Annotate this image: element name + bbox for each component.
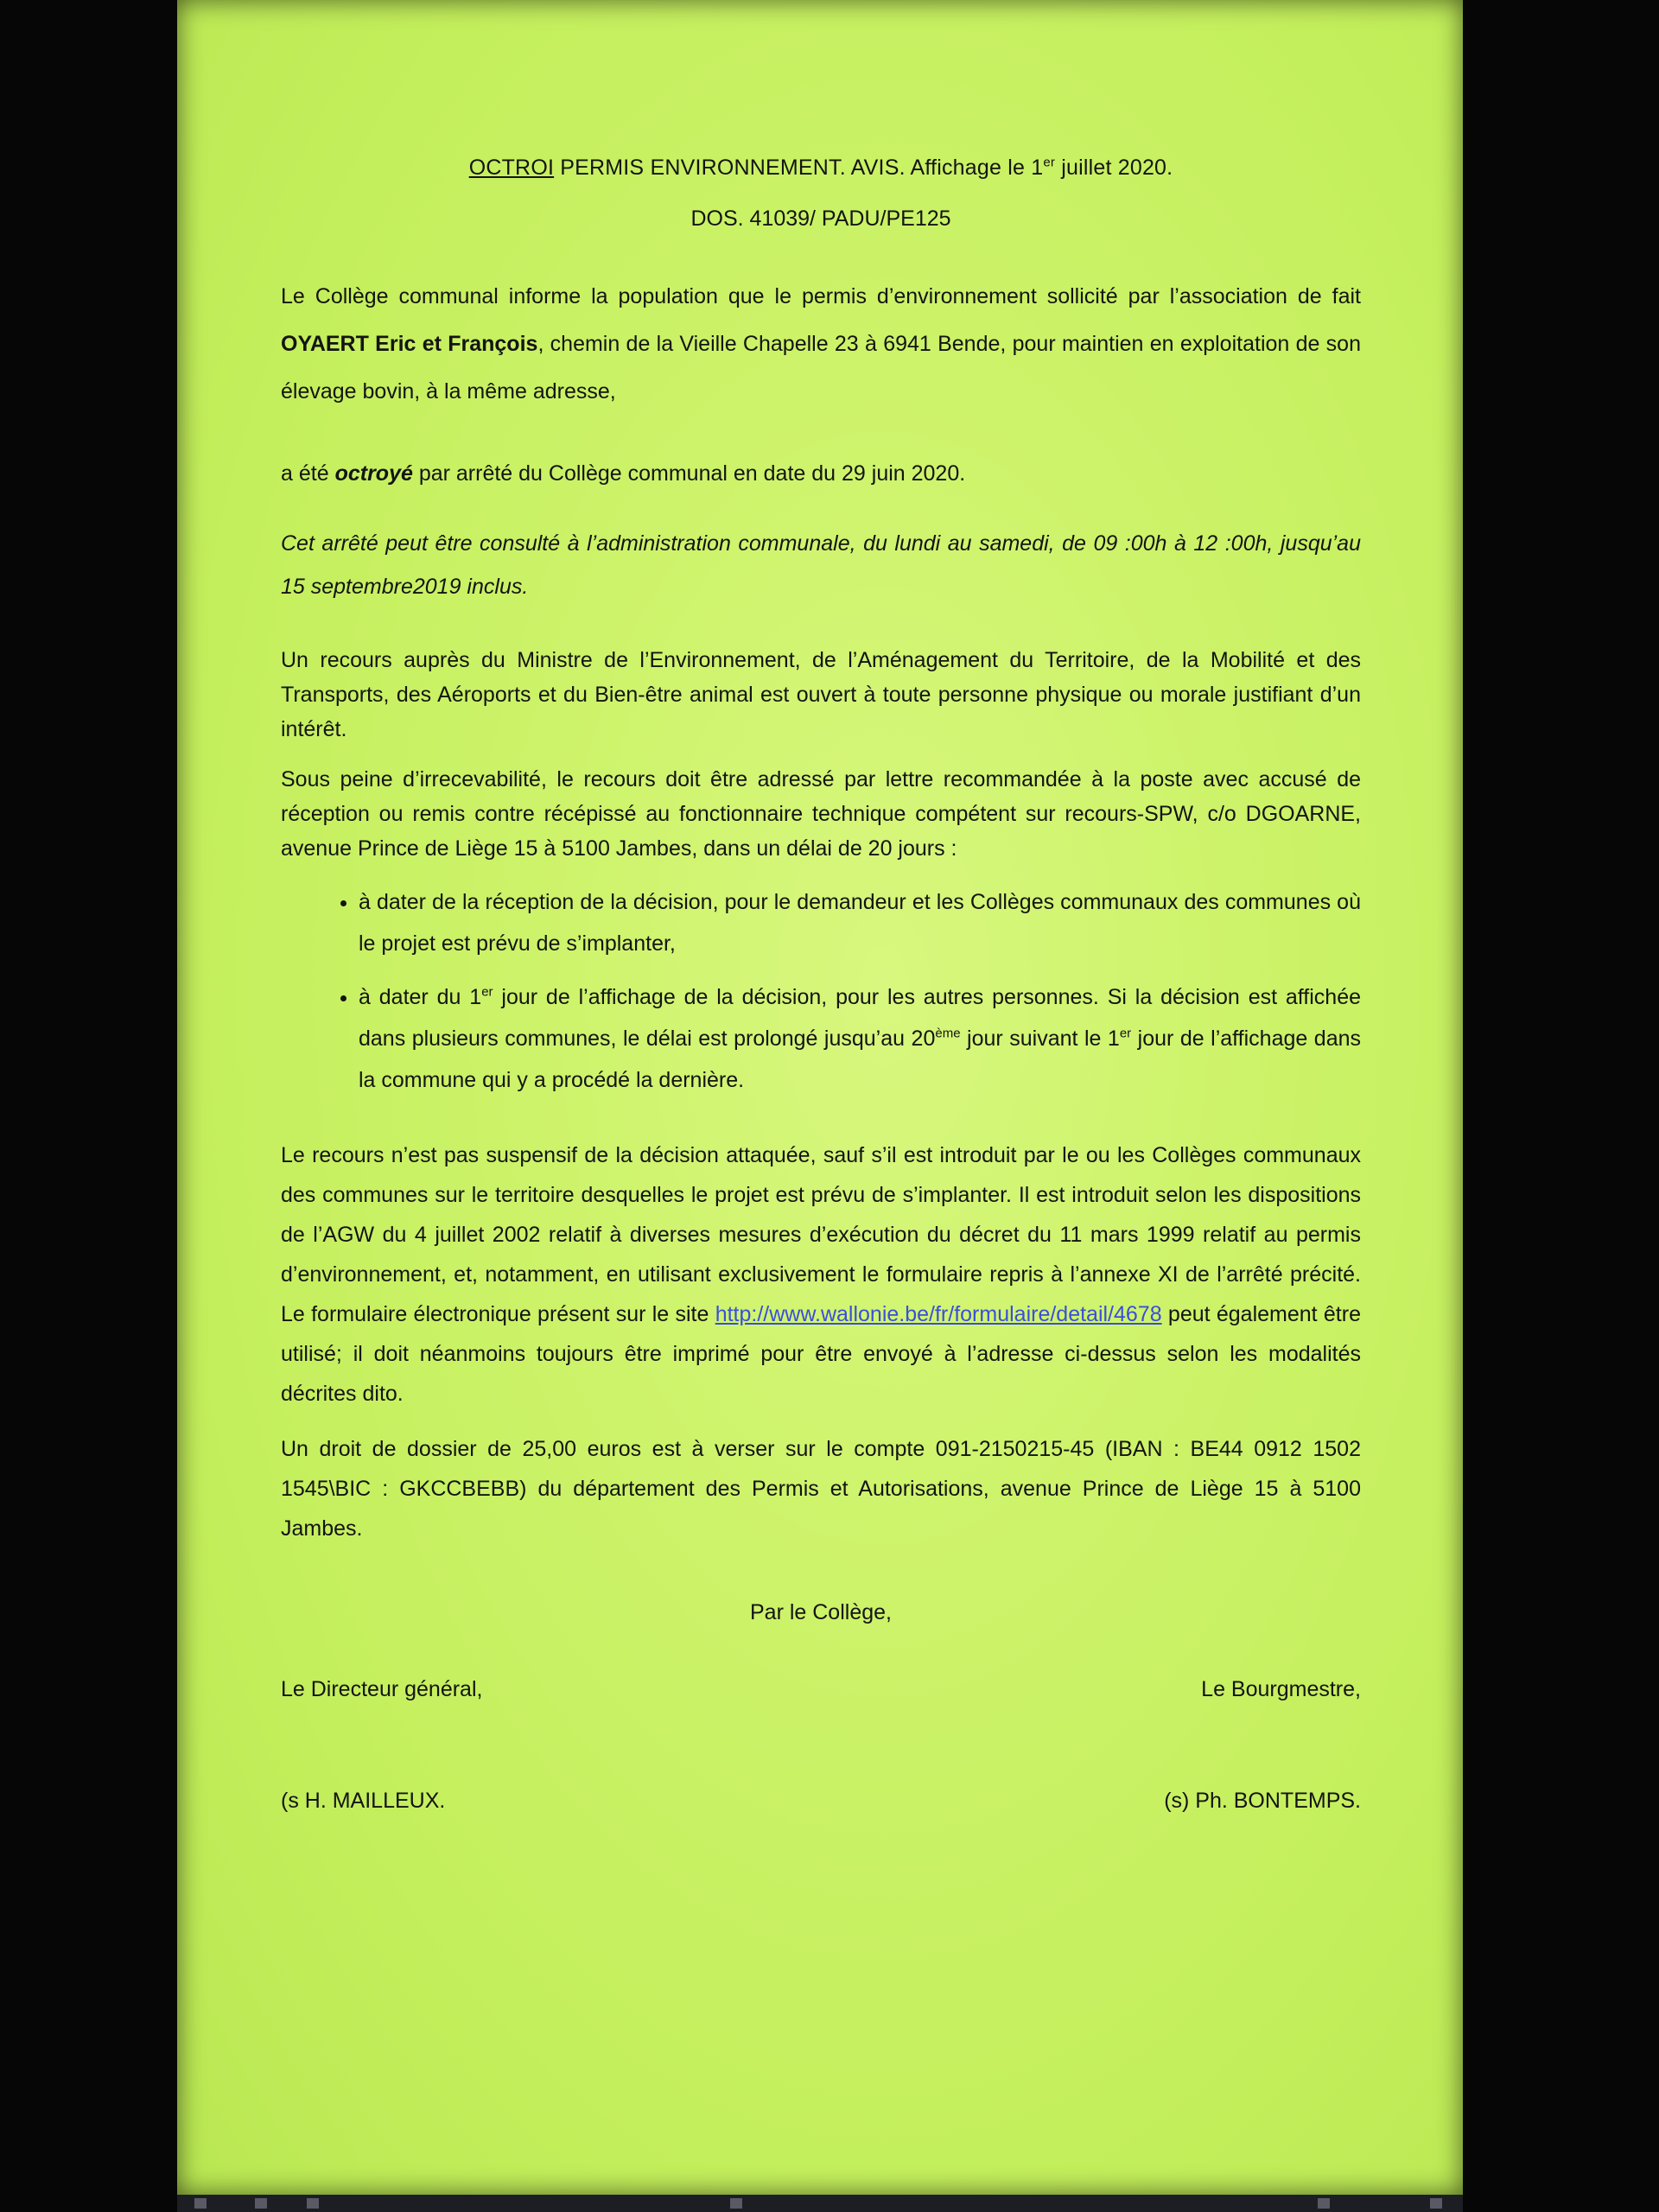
bullet2-text-c: jour suivant le 1 xyxy=(960,1027,1120,1051)
tray-icon xyxy=(1318,2198,1330,2209)
list-item: • à dater de la réception de la décision, pour le demandeur et les Collèges communaux des communes où le projet est prévu de s’implanter, xyxy=(359,881,1361,964)
suspension-text-a: Le recours n’est pas suspensif de la décision attaquée, sauf s’il est introduit par le ou les Collèges communaux des communes sur le territoire desquelles le projet est prévu de s’implanter. Il est introduit selon les dispositions de l’AGW du 4 juillet 2002 relatif à diverses mesures d’exécution du décret du 11 mars 1999 relatif au permis d’environnement, et, notamment, en utilisant exclusivement le formulaire repris à l’annexe XI de l’arrêté précité. Le formulaire électronique présent sur le site xyxy=(281,1143,1361,1326)
form-link[interactable]: http://www.wallonie.be/fr/formulaire/detail/4678 xyxy=(715,1302,1162,1326)
dossier-reference: DOS. 41039/ PADU/PE125 xyxy=(690,207,951,231)
app-icon[interactable] xyxy=(730,2198,742,2209)
title-main: PERMIS ENVIRONNEMENT. AVIS. Affichage le 1 xyxy=(554,156,1044,180)
mayor-signature: (s) Ph. BONTEMPS. xyxy=(1164,1789,1361,1813)
director-role: Le Directeur général, xyxy=(281,1677,483,1701)
title-date: juillet 2020. xyxy=(1055,156,1173,180)
notice-title xyxy=(281,156,1361,181)
granted-word: octroyé xyxy=(334,461,413,486)
granted-text-b: par arrêté du Collège communal en date du 29 juin 2020. xyxy=(412,461,966,486)
title-octroi: OCTROI xyxy=(468,156,555,180)
par-le-college: Par le Collège, xyxy=(750,1600,892,1624)
bullet2-sup2: ème xyxy=(935,1026,961,1041)
paragraph-consultation: Cet arrêté peut être consulté à l’administration communale, du lundi au samedi, de 09 :00h à 12 :00h, jusqu’au 15 septembre2019 inclus. xyxy=(281,531,1361,599)
notification-icon[interactable] xyxy=(1430,2198,1442,2209)
bullet2-text-a: à dater du 1 xyxy=(359,985,482,1009)
paragraph-intro xyxy=(281,273,1361,416)
signature-roles xyxy=(281,1677,1361,1702)
search-icon[interactable] xyxy=(255,2198,267,2209)
director-signature: (s H. MAILLEUX. xyxy=(281,1789,446,1813)
appeal-deadlines-list xyxy=(281,881,1361,1101)
intro-text-b: , chemin de la Vieille Chapelle 23 à 6941 Bende, pour maintien en exploitation de son élevage bovin, à la même adresse, xyxy=(281,332,1361,404)
intro-text-a: Le Collège communal informe la population que le permis d’environnement sollicité par l’association de fait xyxy=(281,284,1361,308)
taskbar xyxy=(177,2195,1463,2212)
notice-document xyxy=(281,156,1361,1900)
start-icon[interactable] xyxy=(194,2198,207,2209)
paragraph-appeal-procedure: Sous peine d’irrecevabilité, le recours doit être adressé par lettre recommandée à la poste avec accusé de réception ou remis contre récépissé au fonctionnaire technique compétent sur recours-SPW, c/o DGOARNE, avenue Prince de Liège 15 à 5100 Jambes, dans un délai de 20 jours : xyxy=(281,767,1361,861)
paragraph-granted xyxy=(281,450,1361,498)
monitor-screen xyxy=(177,0,1463,2195)
bullet2-text-d: jour de l’affichage dans la commune qui y a procédé la dernière. xyxy=(359,1027,1362,1092)
applicant-name: OYAERT Eric et François xyxy=(281,332,538,356)
bullet2-text-b: jour de l’affichage de la décision, pour les autres personnes. Si la décision est affichée dans plusieurs communes, le délai est prolongé jusqu’au 20 xyxy=(359,985,1362,1051)
task-view-icon[interactable] xyxy=(307,2198,319,2209)
list-item xyxy=(359,976,1361,1101)
paragraph-fee: Un droit de dossier de 25,00 euros est à verser sur le compte 091-2150215-45 (IBAN : BE44 0912 1502 1545\BIC : GKCCBEBB) du département des Permis et Autorisations, avenue Prince de Liège 15 à 5100 Jambes. xyxy=(281,1437,1361,1541)
bullet2-sup1: er xyxy=(481,984,493,1000)
bullet2-sup3: er xyxy=(1119,1026,1132,1041)
suspension-text-b: peut également être utilisé; il doit néanmoins toujours être imprimé pour être envoyé à l’adresse ci-dessus selon les modalités décrites dito. xyxy=(281,1302,1361,1406)
paragraph-suspension xyxy=(281,1135,1361,1414)
mayor-role: Le Bourgmestre, xyxy=(1201,1677,1361,1701)
granted-text-a: a été xyxy=(281,461,335,486)
signature-names xyxy=(281,1789,1361,1814)
paragraph-appeal: Un recours auprès du Ministre de l’Environnement, de l’Aménagement du Territoire, de la Mobilité et des Transports, des Aéroports et du Bien-être animal est ouvert à toute personne physique ou morale justifiant d’un intérêt. xyxy=(281,648,1361,741)
title-sup: er xyxy=(1043,155,1056,170)
